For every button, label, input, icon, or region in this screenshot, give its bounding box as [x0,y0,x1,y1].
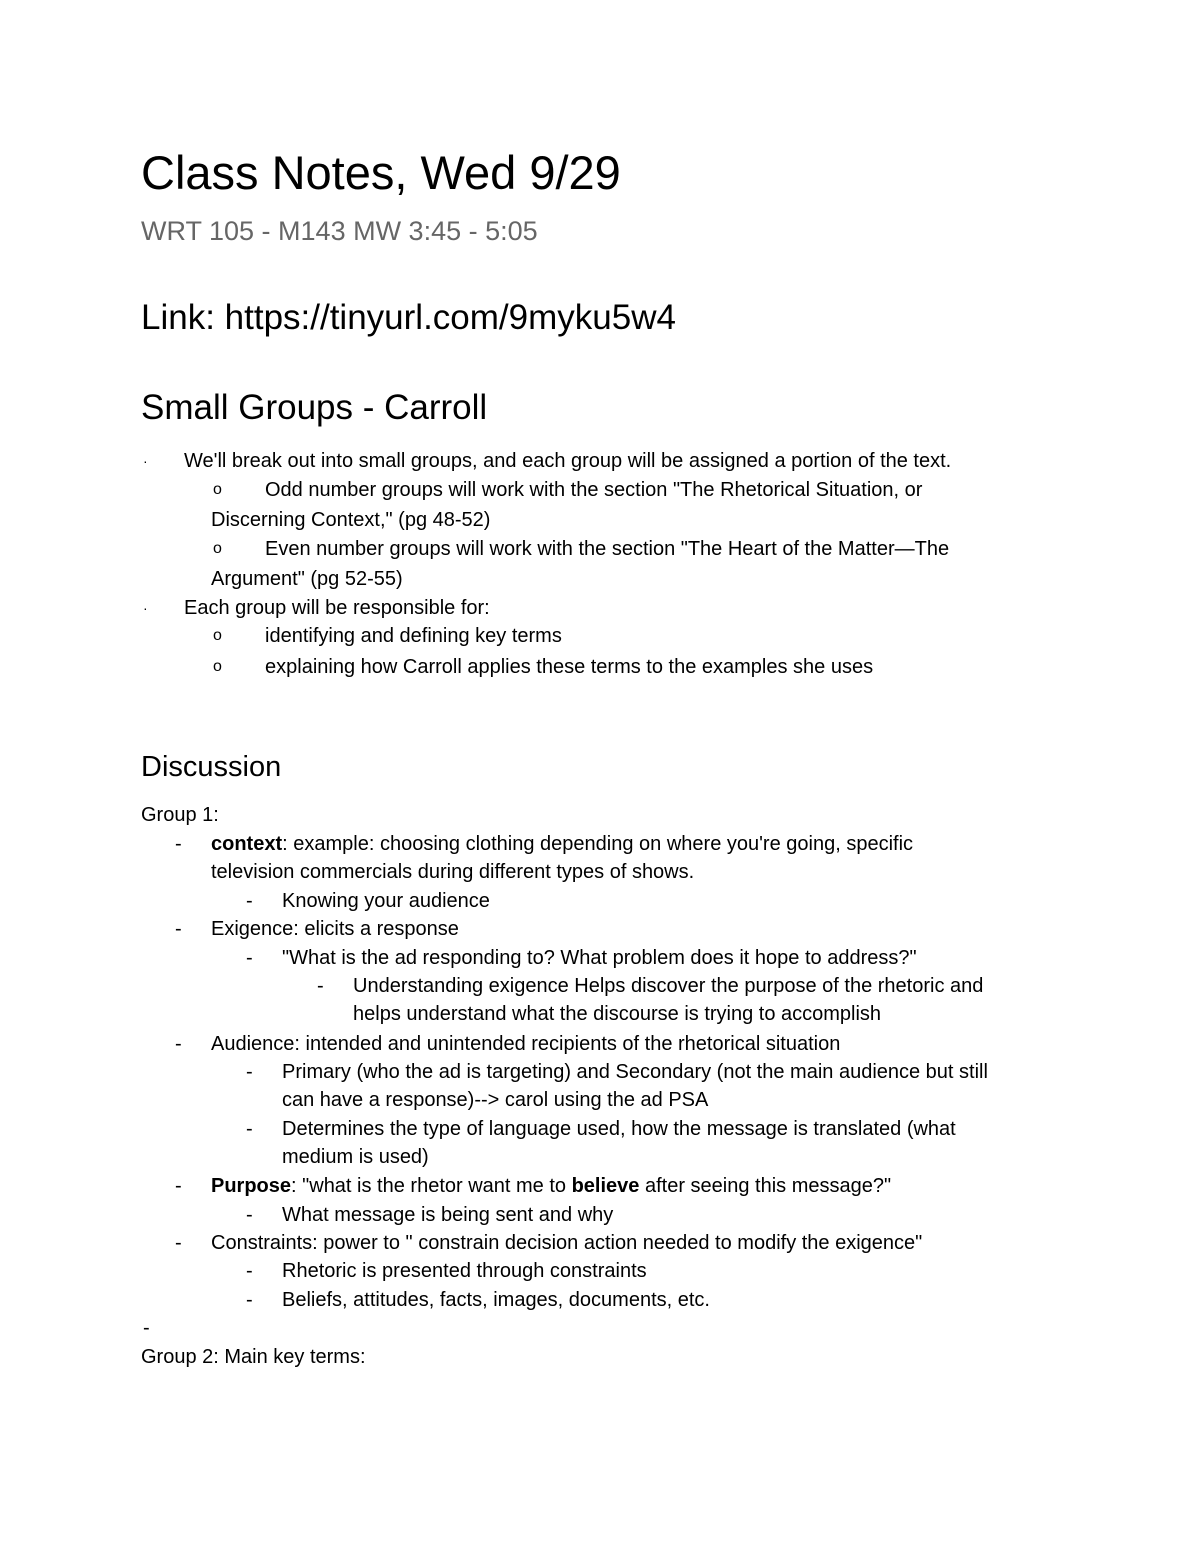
page-title: Class Notes, Wed 9/29 [141,146,621,199]
purpose-term: Purpose [211,1175,292,1197]
dash-marker: - [246,1260,253,1282]
dash-marker: - [246,890,253,912]
purpose-text: : "what is the rhetor want me to [291,1175,572,1197]
sub-bullet-marker: o [213,627,222,644]
bullet-marker: · [143,453,148,469]
list-item: Determines the type of language used, how the message is translated (what [282,1118,956,1140]
dash-marker: - [175,918,182,940]
dash-marker: - [175,833,182,855]
list-item [211,830,913,858]
believe-emphasis: believe [571,1175,640,1197]
list-item: Constraints: power to " constrain decision action needed to modify the exigence" [211,1232,923,1254]
sub-bullet-marker: o [213,481,222,498]
list-item: Odd number groups will work with the section "The Rhetorical Situation, or [265,479,923,501]
small-groups-heading: Small Groups - Carroll [141,388,488,427]
list-item [211,1172,891,1200]
dash-marker: - [246,1118,253,1140]
list-item: "What is the ad responding to? What problem does it hope to address?" [282,947,917,969]
list-item: television commercials during different types of shows. [211,861,695,883]
list-item: Discerning Context," (pg 48-52) [211,509,491,531]
group-2-label: Group 2: Main key terms: [141,1346,366,1368]
discussion-heading: Discussion [141,751,282,783]
link-line: Link: https://tinyurl.com/9myku5w4 [141,298,676,337]
dash-marker: - [246,1204,253,1226]
dash-marker: - [246,947,253,969]
list-item: Argument" (pg 52-55) [211,568,403,590]
dash-marker: - [317,975,324,997]
list-item: Beliefs, attitudes, facts, images, documents, etc. [282,1289,710,1311]
context-term: context [211,833,283,855]
list-item: Audience: intended and unintended recipients of the rhetorical situation [211,1033,841,1055]
list-item: Even number groups will work with the section "The Heart of the Matter—The [265,538,950,560]
list-item: Rhetoric is presented through constraints [282,1260,647,1282]
list-item: Primary (who the ad is targeting) and Secondary (not the main audience but still [282,1061,988,1083]
sub-bullet-marker: o [213,658,222,675]
dash-marker: - [175,1175,182,1197]
lone-dash: - [143,1317,150,1339]
context-text: : example: choosing clothing depending on where you're going, specific [282,833,914,855]
list-item: medium is used) [282,1146,429,1168]
list-item: Each group will be responsible for: [184,597,490,619]
list-item: identifying and defining key terms [265,625,562,647]
dash-marker: - [175,1033,182,1055]
dash-marker: - [175,1232,182,1254]
list-item: explaining how Carroll applies these terms to the examples she uses [265,656,874,678]
purpose-text-end: after seeing this message?" [639,1175,892,1197]
list-item: Knowing your audience [282,890,490,912]
group-1-label: Group 1: [141,804,219,826]
list-item: helps understand what the discourse is trying to accomplish [353,1003,882,1025]
list-item: Understanding exigence Helps discover the purpose of the rhetoric and [353,975,984,997]
list-item: We'll break out into small groups, and each group will be assigned a portion of the text. [184,450,952,472]
bullet-marker: · [143,600,148,616]
dash-marker: - [246,1289,253,1311]
list-item: Exigence: elicits a response [211,918,459,940]
sub-bullet-marker: o [213,540,222,557]
dash-marker: - [246,1061,253,1083]
list-item: can have a response)--> carol using the ad PSA [282,1089,709,1111]
list-item: What message is being sent and why [282,1204,614,1226]
page-subtitle: WRT 105 - M143 MW 3:45 - 5:05 [141,216,538,246]
